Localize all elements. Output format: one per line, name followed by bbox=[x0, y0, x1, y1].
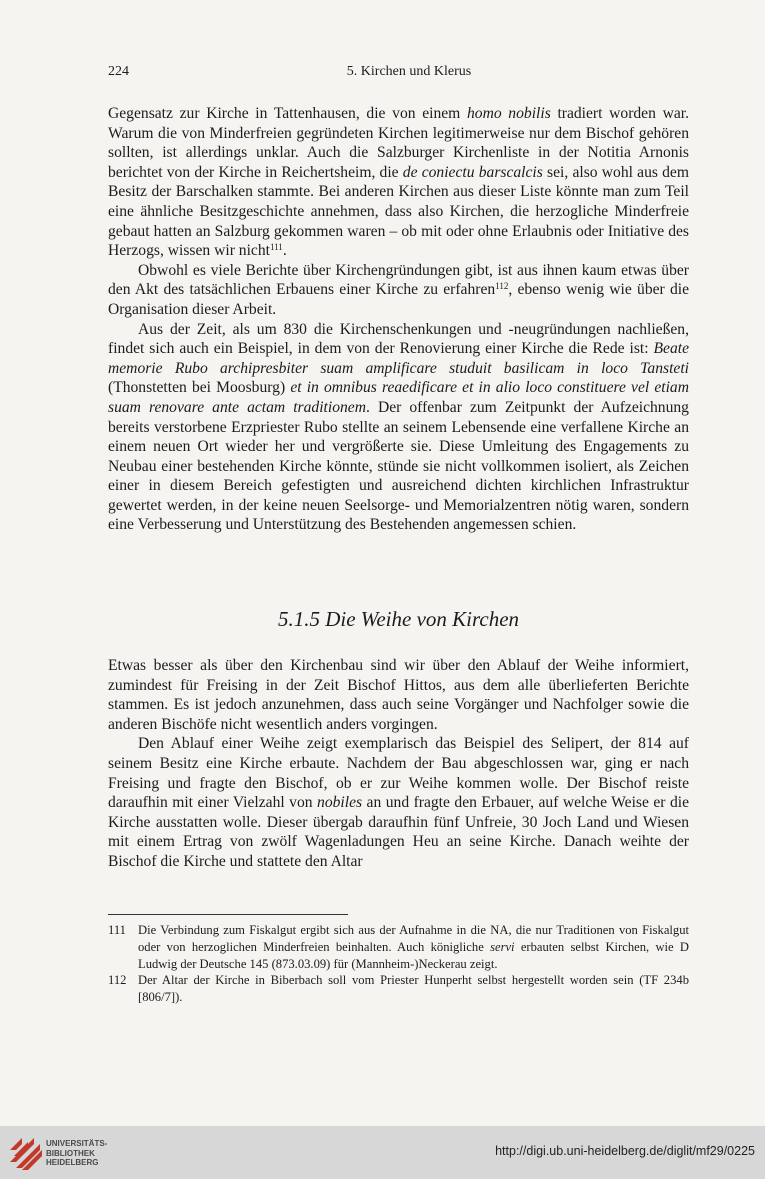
viewer-footer bbox=[0, 1126, 765, 1179]
page-number: 224 bbox=[108, 64, 129, 79]
footnote-text: Der Altar der Kirche in Biberbach soll vom Priester Hunperht selbst hergestellt worden sein (TF 234b [806/7]). bbox=[138, 973, 689, 1005]
paragraph: Aus der Zeit, als um 830 die Kirchenschenkungen und -neugründungen nachließen, findet sich auch ein Beispiel, in dem von der Renovierung einer Kirche die Rede ist: Beate memorie Rubo archipresbiter suam amplificare studuit basilicam in loco Tansteti (Thonstetten bei Moosburg) et in omnibus reaedificare et in alio loco constituere vel etiam suam renovare ante actam traditionem. Der offenbar zum Zeitpunkt der Aufzeichnung bereits verstorbene Erzpriester Rubo stellte an seinem Lebensende eine verfallene Kirche an einem neuen Ort wieder her und vergrößerte sie. Diese Umleitung des Engagements zu Neubau einer bestehenden Kirche könnte, stünde sie nicht vollkommen isoliert, als Zeichen einer in diesem Bereich gefestigten und ausreichend dichten kirchlichen Infrastruktur gewertet werden, in der keine neuen Seelsorge- und Memorialzentren nötig waren, sondern eine Verbesserung und Unterstützung des Bestehenden angemessen schien. bbox=[108, 320, 689, 534]
paragraph: Etwas besser als über den Kirchenbau sind wir über den Ablauf der Weihe informiert, zumindest für Freising in der Zeit Bischof Hittos, aus dem alle überlieferten Berichte stammen. Es ist jedoch anzunehmen, dass auch seine Vorgänger und Nachfolger sowie die anderen Bischöfe nicht wesentlich anders vorgingen. bbox=[108, 657, 689, 733]
footnote bbox=[108, 972, 689, 1006]
paragraph: Obwohl es viele Berichte über Kirchengründungen gibt, ist aus ihnen kaum etwas über den Akt des tatsächlichen Erbauens einer Kirche zu erfahren$^{112}$, ebenso wenig wie über die Organisation dieser Arbeit. bbox=[108, 261, 689, 318]
footnote-ref-112: 112 bbox=[495, 281, 509, 292]
running-head bbox=[108, 64, 688, 84]
footnote-text: Die Verbindung zum Fiskalgut ergibt sich aus der Aufnahme in die NA, die nur Traditionen von Fiskalgut oder von herzoglichen Minderfreien beinhalten. Auch königliche servi erbauten selbst Kirchen, wie D Ludwig der Deutsche 145 (873.03.09) für (Mannheim-)Neckerau zeigt. bbox=[138, 923, 690, 971]
footnote bbox=[108, 922, 689, 972]
footnote-ref-111: 111 bbox=[269, 242, 283, 253]
paragraph: Gegensatz zur Kirche in Tattenhausen, die von einem homo nobilis tradiert worden war. Warum die von Minderfreien gegründeten Kirchen legitimerweise nur dem Bischof gehören sollten, ist allerdings unklar. Auch die Salzburger Kirchenliste in der Notitia Arnonis berichtet von der Kirche in Reichertsheim, die de coniectu barscalcis sei, also wohl aus dem Besitz der Barschalken stammte. Bei anderen Kirchen aus dieser Liste könnte man zum Teil eine ähnliche Besitzgeschichte annehmen, dass also Kirchen, die herzogliche Minderfreie gebaut hatten an Salzburg gekommen waren – ob mit oder ohne Erlaubnis oder Initiative des Herzogs, wissen wir nicht$^{111}$. bbox=[108, 105, 689, 260]
library-logo-icon[interactable] bbox=[8, 1136, 42, 1170]
library-name: UNIVERSITÄTS- BIBLIOTHEK HEIDELBERG bbox=[46, 1139, 108, 1167]
footnotes bbox=[108, 922, 689, 1006]
body-text-section-2 bbox=[108, 656, 689, 872]
body-text-section-1 bbox=[108, 104, 689, 535]
footnote-number: 111 bbox=[108, 923, 126, 937]
paragraph: Den Ablauf einer Weihe zeigt exemplarisch das Beispiel des Selipert, der 814 auf seinem Besitz eine Kirche erbaute. Nachdem der Bau abgeschlossen war, ging er nach Freising und fragte den Bischof, ob er zur Weihe kommen wolle. Der Bischof reiste daraufhin mit einer Vielzahl von nobiles an und fragte den Erbauer, auf welche Weise er die Kirche ausstatten wolle. Dieser übergab daraufhin fünf Unfreie, 30 Joch Land und Wiesen mit einem Ertrag von zwölf Wagenladungen Heu an seine Kirche. Danach weihte der Bischof die Kirche und stattete den Altar bbox=[108, 735, 689, 870]
footnote-number: 112 bbox=[108, 973, 127, 988]
chapter-title: 5. Kirchen und Klerus bbox=[346, 64, 472, 79]
footnote-divider bbox=[108, 914, 348, 915]
source-url-link[interactable]: http://digi.ub.uni-heidelberg.de/diglit/mf29/0225 bbox=[495, 1144, 755, 1158]
section-heading: 5.1.5 Die Weihe von Kirchen bbox=[277, 607, 520, 631]
